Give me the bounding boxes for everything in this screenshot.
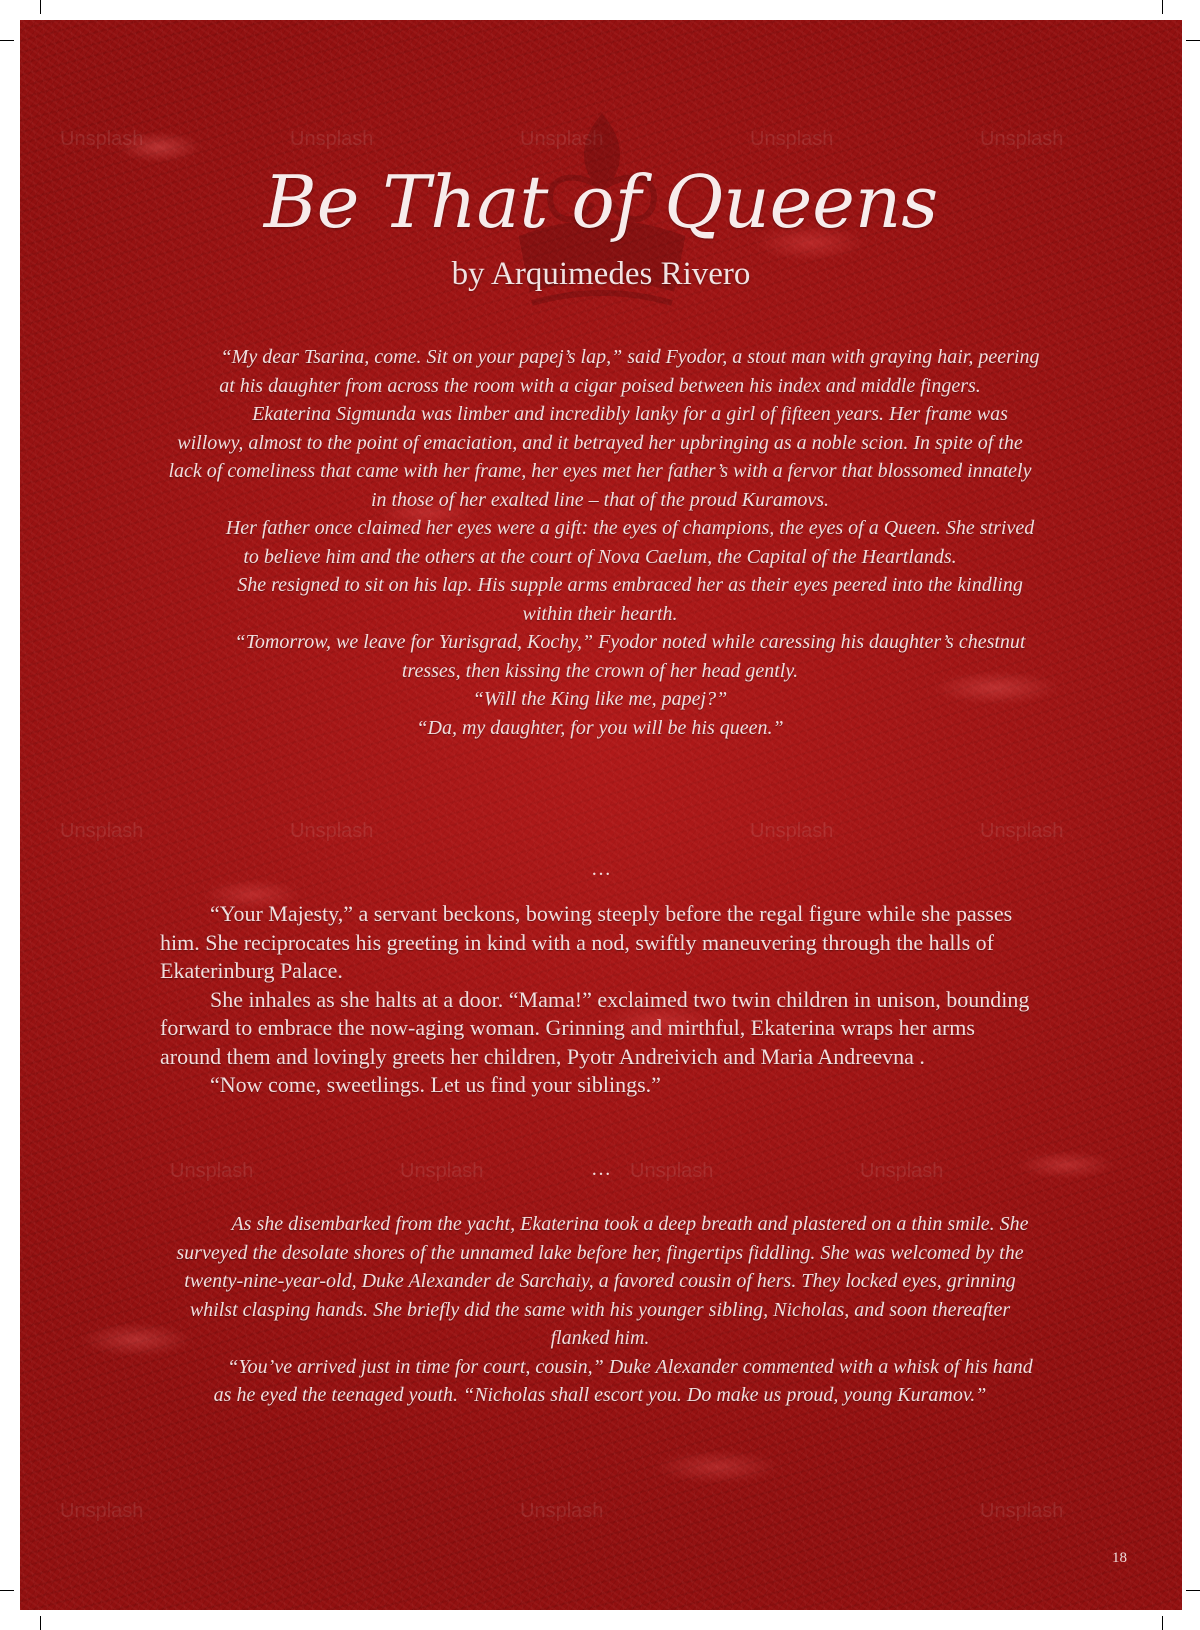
page-number: 18 — [1112, 1550, 1127, 1566]
watermark: Unsplash — [750, 820, 834, 842]
paragraph: “Now come, sweetlings. Let us find your siblings.” — [210, 1072, 661, 1097]
scene-divider: … — [591, 1158, 611, 1180]
paragraph: “My dear Tsarina, come. Sit on your papej’s lap,” said Fyodor, a stout man with graying hair, peering at his daughter from across the room with a cigar poised between his index and middle fingers. — [219, 346, 1040, 397]
paragraph: “Your Majesty,” a servant beckons, bowing steeply before the regal figure while she passes him. She reciprocates his greeting in kind with a nod, swiftly maneuvering through the halls of Ekaterinburg Palace. — [160, 901, 1013, 983]
paragraph: She resigned to sit on his lap. His supple arms embraced her as their eyes peered into the kindling within their hearth. — [237, 574, 1023, 625]
crop-mark — [40, 0, 41, 14]
watermark: Unsplash — [290, 128, 374, 150]
watermark: Unsplash — [980, 128, 1064, 150]
paragraph: She inhales as she halts at a door. “Mama!” exclaimed two twin children in unison, bounding forward to embrace the now-aging woman. Grinning and mirthful, Ekaterina wraps her arms around them and lovingly greets her children, Pyotr Andreivich and Maria Andreevna . — [160, 986, 1030, 1069]
paragraph: “Will the King like me, papej?” — [472, 688, 728, 710]
watermark: Unsplash — [290, 820, 374, 842]
crop-mark — [0, 1590, 14, 1591]
watermark: Unsplash — [170, 1160, 254, 1182]
watermark: Unsplash — [400, 1160, 484, 1182]
watermark: Unsplash — [60, 1500, 144, 1522]
crop-mark — [1162, 0, 1163, 14]
watermark: Unsplash — [60, 820, 144, 842]
yacht-scene — [160, 1210, 1040, 1410]
paragraph: “Tomorrow, we leave for Yurisgrad, Kochy,” Fyodor noted while caressing his daughter’s chestnut tresses, then kissing the crown of her head gently. — [234, 631, 1026, 682]
crop-mark — [1186, 1590, 1200, 1591]
watermark: Unsplash — [520, 128, 604, 150]
paragraph: Ekaterina Sigmunda was limber and incredibly lanky for a girl of fifteen years. Her frame was willowy, almost to the point of emaciation, and it betrayed her upbringing as a noble scion. In spite of the lack of comeliness that came with her frame, her eyes met her father’s with a fervor that blossomed innately in those of her exalted line – that of the proud Kuramovs. — [168, 403, 1032, 511]
watermark: Unsplash — [520, 1500, 604, 1522]
article-byline: by Arquimedes Rivero — [451, 256, 751, 292]
watermark: Unsplash — [630, 1160, 714, 1182]
paragraph: Her father once claimed her eyes were a gift: the eyes of champions, the eyes of a Queen. She strived to believe him and the others at the court of Nova Caelum, the Capital of the Heartlands. — [225, 517, 1035, 568]
watermark: Unsplash — [60, 128, 144, 150]
watermark: Unsplash — [980, 1500, 1064, 1522]
opening-scene — [160, 343, 1040, 742]
watermark: Unsplash — [750, 128, 834, 150]
paragraph: As she disembarked from the yacht, Ekaterina took a deep breath and plastered on a thin smile. She surveyed the desolate shores of the unnamed lake before her, fingertips fiddling. She was welcomed by the twenty-nine-year-old, Duke Alexander de Sarchaiy, a favored cousin of hers. They locked eyes, grinning whilst clasping hands. She briefly did the same with his younger sibling, Nicholas, and soon thereafter flanked him. — [176, 1213, 1029, 1349]
watermark: Unsplash — [860, 1160, 944, 1182]
crop-mark — [0, 40, 14, 41]
scene-divider: … — [591, 858, 611, 880]
paragraph: “You’ve arrived just in time for court, cousin,” Duke Alexander commented with a whisk of his hand as he eyed the teenaged youth. “Nicholas shall escort you. Do make us proud, young Kuramov.” — [213, 1355, 1033, 1406]
magazine-page — [20, 20, 1182, 1610]
palace-scene — [160, 900, 1040, 1100]
article-title: Be That of Queens — [263, 160, 939, 244]
crop-mark — [1186, 40, 1200, 41]
paragraph: “Da, my daughter, for you will be his queen.” — [416, 716, 784, 739]
watermark: Unsplash — [980, 820, 1064, 842]
crop-mark — [40, 1616, 41, 1630]
crop-mark — [1162, 1616, 1163, 1630]
